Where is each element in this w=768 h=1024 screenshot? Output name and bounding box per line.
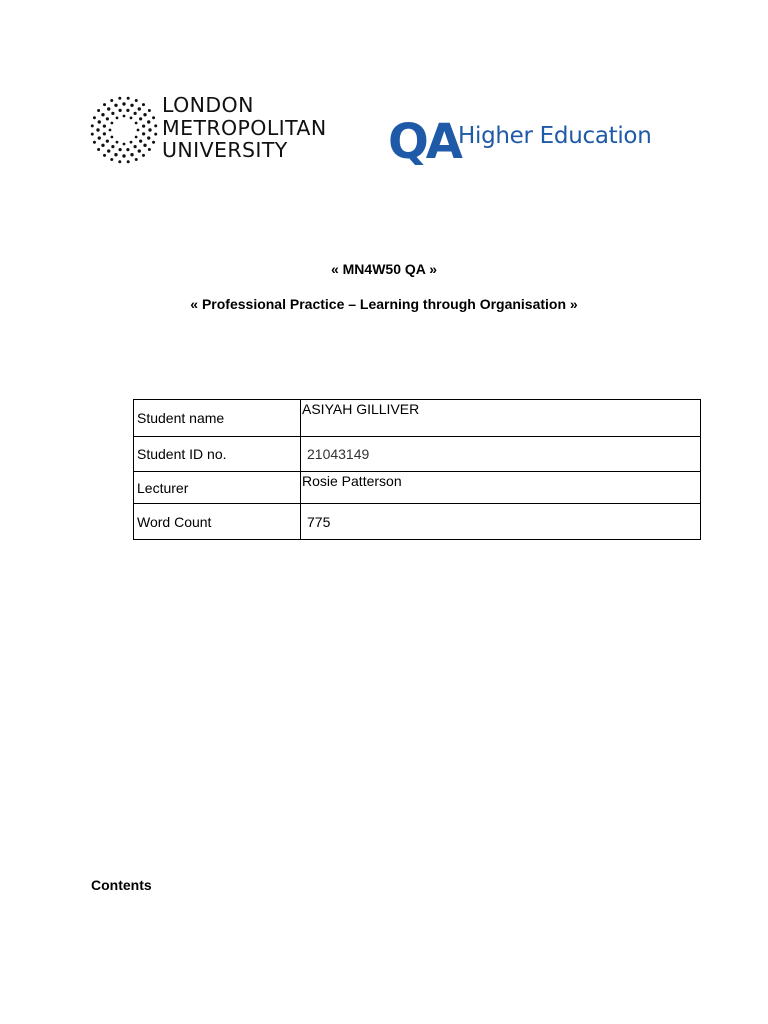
starburst-dot (109, 129, 112, 132)
starburst-dot (127, 97, 130, 100)
starburst-dot (138, 107, 141, 110)
starburst-dot (98, 136, 101, 139)
starburst-dot (122, 154, 125, 157)
starburst-dot (123, 143, 126, 146)
starburst-dot (98, 120, 101, 123)
table-value-cell (301, 504, 701, 540)
starburst-dot (114, 104, 117, 107)
starburst-dot (154, 124, 157, 127)
lmu-logo-line: METROPOLITAN (162, 115, 327, 140)
starburst-dot (101, 144, 104, 147)
starburst-dot (107, 107, 110, 110)
starburst-dot (106, 117, 109, 120)
lmu-starburst-icon (90, 92, 160, 170)
table-value-cell (301, 472, 701, 504)
starburst-dot (139, 117, 142, 120)
starburst-dot (147, 120, 150, 123)
starburst-dot (123, 115, 126, 118)
starburst-dot (103, 103, 106, 106)
student-id-value: 21043149 (307, 446, 370, 462)
starburst-dot (111, 145, 114, 148)
word-count-value: 775 (307, 514, 331, 530)
starburst-dot (134, 145, 137, 148)
starburst-dot (116, 116, 119, 119)
starburst-dot (93, 116, 96, 119)
starburst-dot (154, 133, 157, 136)
course-code-title: « MN4W50 QA » (330, 261, 438, 277)
table-label-cell (134, 400, 301, 437)
starburst-dot (148, 128, 151, 131)
starburst-dot (130, 153, 133, 156)
lmu-logo (90, 92, 350, 170)
lecturer-label: Lecturer (137, 480, 189, 496)
table-label-cell (134, 504, 301, 540)
starburst-dot (130, 141, 133, 144)
starburst-dot (91, 133, 94, 136)
starburst-dot (126, 109, 129, 112)
contents-heading: Contents (91, 877, 152, 893)
lmu-logo-line: LONDON (162, 93, 254, 117)
starburst-dot (118, 97, 121, 100)
table-row (134, 400, 701, 437)
starburst-dot (143, 113, 146, 116)
table-label-cell (134, 472, 301, 504)
student-name-value: ASIYAH GILLIVER (302, 401, 420, 417)
starburst-dot (148, 148, 151, 151)
starburst-dot (122, 102, 125, 105)
starburst-dot (103, 125, 106, 128)
qa-mark-text: QA (388, 114, 460, 170)
starburst-dot (97, 109, 100, 112)
lecturer-value: Rosie Patterson (302, 473, 402, 489)
starburst-dot (142, 125, 145, 128)
table-label-cell (134, 437, 301, 472)
starburst-dot (110, 122, 113, 125)
qa-logo-icon (388, 112, 460, 170)
student-id-label: Student ID no. (137, 446, 227, 462)
qa-logo (388, 112, 668, 168)
starburst-dot (110, 136, 113, 139)
table-row (134, 437, 701, 472)
starburst-dot (103, 132, 106, 135)
starburst-dot (91, 124, 94, 127)
table-value-cell (301, 400, 701, 437)
starburst-dot (106, 140, 109, 143)
starburst-dot (126, 148, 129, 151)
starburst-dot (116, 141, 119, 144)
qa-logo-text: Higher Education (458, 123, 652, 149)
starburst-dot (107, 149, 110, 152)
starburst-dot (97, 148, 100, 151)
starburst-dot (111, 112, 114, 115)
course-name-title: « Professional Practice – Learning through Organisation » (190, 296, 578, 312)
starburst-dot (143, 144, 146, 147)
lmu-logo-line: UNIVERSITY (162, 138, 288, 162)
starburst-dot (152, 116, 155, 119)
starburst-dot (110, 158, 113, 161)
lmu-logo-text (162, 94, 327, 162)
starburst-dot (93, 141, 96, 144)
starburst-dot (110, 99, 113, 102)
starburst-dot (114, 153, 117, 156)
starburst-dot (135, 158, 138, 161)
starburst-dot (119, 109, 122, 112)
table-value-cell (301, 437, 701, 472)
starburst-dot (135, 122, 138, 125)
starburst-dot (139, 140, 142, 143)
starburst-dot (134, 112, 137, 115)
starburst-dot (142, 154, 145, 157)
starburst-dot (147, 136, 150, 139)
starburst-dot (138, 149, 141, 152)
starburst-dot (103, 154, 106, 157)
starburst-dot (142, 132, 145, 135)
starburst-dot (142, 103, 145, 106)
starburst-dot (119, 148, 122, 151)
starburst-dot (135, 136, 138, 139)
starburst-dot (130, 104, 133, 107)
student-name-label: Student name (137, 410, 225, 426)
starburst-dot (137, 129, 140, 132)
starburst-dot (118, 160, 121, 163)
starburst-dot (130, 116, 133, 119)
starburst-dot (152, 141, 155, 144)
starburst-dot (96, 128, 99, 131)
student-info-table (133, 399, 701, 540)
starburst-dot (148, 109, 151, 112)
word-count-label: Word Count (137, 514, 212, 530)
starburst-dot (135, 99, 138, 102)
table-row (134, 472, 701, 504)
starburst-dot (101, 113, 104, 116)
table-row (134, 504, 701, 540)
starburst-dot (127, 160, 130, 163)
